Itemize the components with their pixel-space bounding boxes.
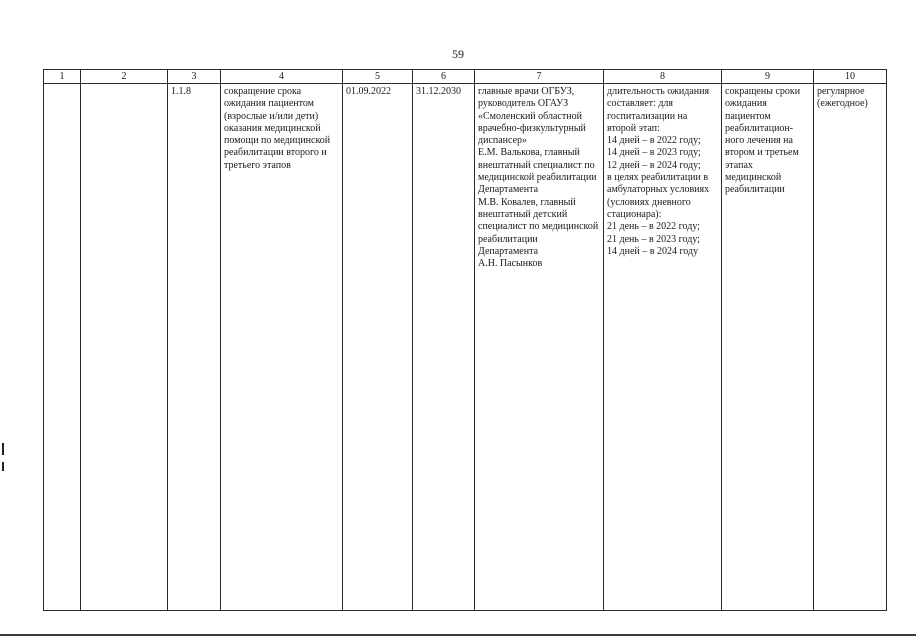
- column-header-1: 1: [44, 70, 81, 84]
- measures-table: [43, 69, 887, 611]
- column-header-7: 7: [475, 70, 604, 84]
- column-header-2: 2: [81, 70, 168, 84]
- table-row: [44, 84, 887, 611]
- cell-blank-2: [81, 84, 168, 611]
- column-header-8: 8: [604, 70, 722, 84]
- cell-blank-1: [44, 84, 81, 611]
- column-header-6: 6: [413, 70, 475, 84]
- cell-responsible-persons: главные врачи ОГБУЗ, руководитель ОГАУЗ «Смоленский областной врачебно-физкультурный диспансер» Е.М. Валькова, главный внештатный специалист по медицинской реабилитации Департамента М.В. Ковалев, главный внештатный детский специалист по медицинской реабилитации Департамента А.Н. Пасынков: [475, 84, 604, 611]
- column-header-5: 5: [343, 70, 413, 84]
- cell-start-date: 01.09.2022: [343, 84, 413, 611]
- cell-end-date: 31.12.2030: [413, 84, 475, 611]
- column-header-10: 10: [814, 70, 887, 84]
- column-header-4: 4: [221, 70, 343, 84]
- scan-artifact-mark: [2, 462, 4, 471]
- column-header-3: 3: [168, 70, 221, 84]
- scan-bottom-edge: [0, 634, 916, 636]
- cell-item-number: 1.1.8: [168, 84, 221, 611]
- page-number: 59: [452, 47, 464, 61]
- scan-artifact-mark: [2, 443, 4, 455]
- column-header-9: 9: [722, 70, 814, 84]
- cell-measure-description: сокращение срока ожидания пациентом (взрослые и/или дети) оказания медицинской помощи по медицинской реабилитации второго и третьего этапов: [221, 84, 343, 611]
- cell-expected-result: сокращены сроки ожидания пациентом реабилитацион-ного лечения на втором и третьем этапах медицинской реабилитации: [722, 84, 814, 611]
- column-number-row: [44, 70, 887, 84]
- cell-indicator-values: длительность ожидания составляет: для госпитализации на второй этап: 14 дней – в 2022 году; 14 дней – в 2023 году; 12 дней – в 2024 году; в целях реабилитации в амбулаторных условиях (условиях дневного стационара): 21 день – в 2022 году; 21 день – в 2023 году; 14 дней – в 2024 году: [604, 84, 722, 611]
- cell-frequency: регулярное (ежегодное): [814, 84, 887, 611]
